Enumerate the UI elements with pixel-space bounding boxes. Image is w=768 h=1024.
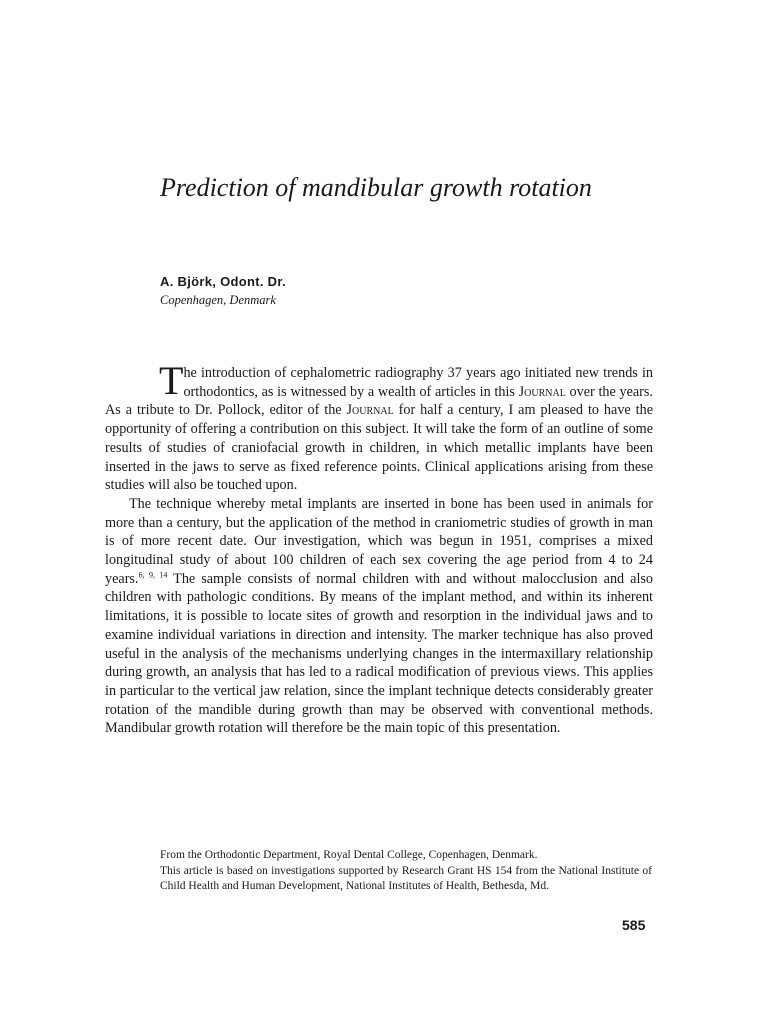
footnote-line-1: From the Orthodontic Department, Royal Dental College, Copenhagen, Denmark. [160, 849, 538, 861]
author-name: A. Björk, Odont. Dr. [160, 274, 286, 289]
footnote-line-2: This article is based on investigations supported by Research Grant HS 154 from the National Institute of Child Health and Human Development, National Institutes of Health, Bethesda, Md. [160, 864, 652, 892]
p1-text-c: for half a century, I am pleased to have the opportunity of offering a contribution on this subject. It will take the form of an outline of some results of studies of craniofacial growth in children, in which metallic implants have been inserted in the jaws to serve as fixed reference points. Clinical applications arising from these studies will also be touched upon. [105, 402, 653, 494]
drop-cap: T [159, 358, 184, 403]
article-body [105, 358, 653, 738]
paragraph-2 [105, 495, 653, 738]
journal-word: Journal [346, 402, 394, 419]
reference-superscript: 6, 9, 14 [138, 570, 168, 579]
p2-text-a: The technique whereby metal implants are inserted in bone has been used in animals for more than a century, but the application of the method in craniometric studies of growth in man is of more recent date. Our investigation, which was begun in 1951, comprises a mixed longitudinal study of about 100 children of each sex covering the age period from 4 to 24 years. [105, 495, 653, 587]
p1-text-b: over the years. As a tribute to Dr. Pollock, editor of the [105, 383, 653, 419]
p2-text-b: The sample consists of normal children with and without malocclusion and also children with pathologic conditions. By means of the implant method, and within its inherent limitations, it is possible to locate sites of growth and resorption in the individual jaws and to examine individual variations in direction and intensity. The marker technique has also proved useful in the analysis of the mechanisms underlying changes in the intermaxillary relationship during growth, an analysis that has led to a radical modification of previous views. This applies in particular to the vertical jaw relation, since the implant technique detects considerably greater rotation of the mandible during growth than may be observed with conventional methods. Mandibular growth rotation will therefore be the main topic of this presentation. [105, 570, 653, 737]
footnote [160, 848, 652, 895]
article-title: Prediction of mandibular growth rotation [160, 173, 592, 202]
journal-word: Journal [518, 383, 566, 400]
page-number: 585 [622, 917, 646, 933]
paragraph-1 [105, 358, 653, 495]
author-affiliation: Copenhagen, Denmark [160, 293, 276, 307]
p1-text-a: he introduction of cephalometric radiography 37 years ago initiated new trends in orthodontics, as is witnessed by a wealth of articles in this [183, 365, 653, 400]
